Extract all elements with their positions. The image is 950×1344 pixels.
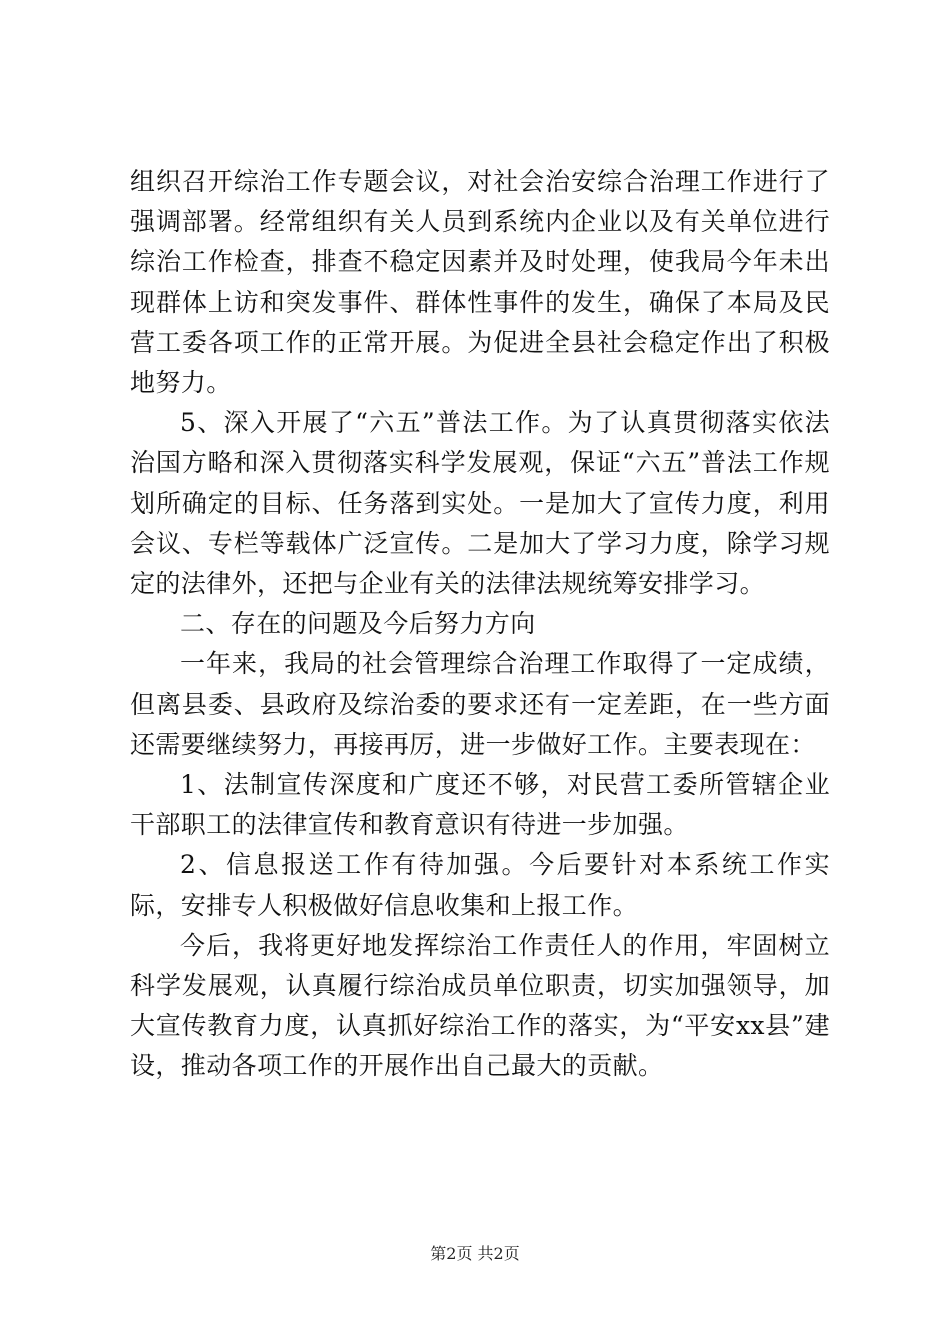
document-body — [130, 162, 830, 1087]
paragraph-continuation: 组织召开综治工作专题会议，对社会治安综合治理工作进行了强调部署。经常组织有关人员到系统内企业以及有关单位进行综治工作检查，排查不稳定因素并及时处理，使我局今年未出现群体上访和突发事件、群体性事件的发生，确保了本局及民营工委各项工作的正常开展。为促进全县社会稳定作出了积极地努力。 — [130, 167, 830, 398]
paragraph-issue-2: 2、信息报送工作有待加强。今后要针对本系统工作实际，安排专人积极做好信息收集和上报工作。 — [130, 850, 830, 920]
paragraph-conclusion: 今后，我将更好地发挥综治工作责任人的作用，牢固树立科学发展观，认真履行综治成员单位职责，切实加强领导，加大宣传教育力度，认真抓好综治工作的落实，为“平安xx县”建设，推动各项工作的开展作出自己最大的贡献。 — [130, 930, 830, 1081]
paragraph-summary: 一年来，我局的社会管理综合治理工作取得了一定成绩，但离县委、县政府及综治委的要求还有一定差距，在一些方面还需要继续努力，再接再厉，进一步做好工作。主要表现在： — [130, 649, 830, 759]
section-heading-2: 二、存在的问题及今后努力方向 — [180, 609, 536, 639]
page-number-footer: 第2页 共2页 — [430, 1244, 520, 1263]
paragraph-item-5: 5、深入开展了“六五”普法工作。为了认真贯彻落实依法治国方略和深入贯彻落实科学发展观，保证“六五”普法工作规划所确定的目标、任务落到实处。一是加大了宣传力度，利用会议、专栏等载体广泛宣传。二是加大了学习力度，除学习规定的法律外，还把与企业有关的法律法规统筹安排学习。 — [130, 408, 830, 599]
paragraph-issue-1: 1、法制宣传深度和广度还不够，对民营工委所管辖企业干部职工的法律宣传和教育意识有待进一步加强。 — [130, 770, 830, 840]
